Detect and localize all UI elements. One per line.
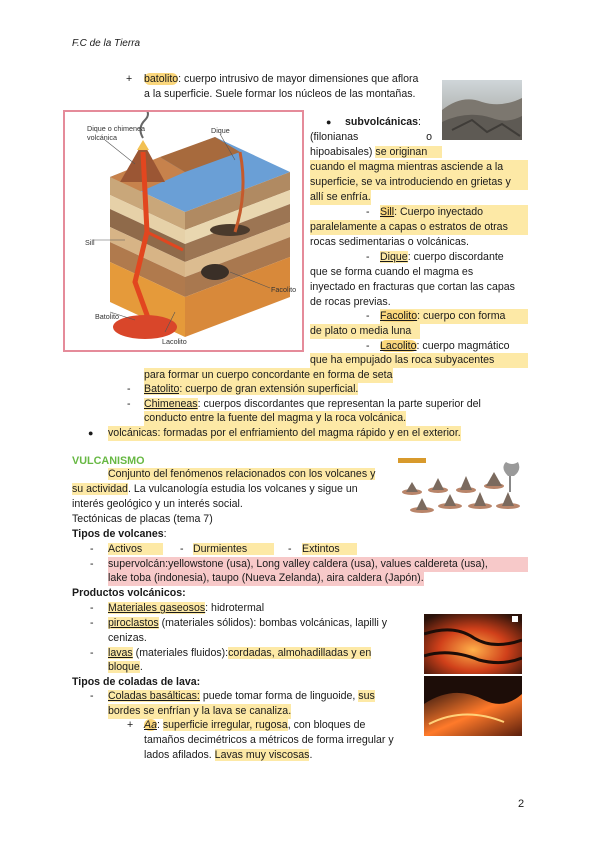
- intrusive-rocks-diagram: [63, 110, 304, 352]
- dash-bullet: -: [366, 340, 370, 352]
- batolito-line-1: batolito: cuerpo intrusivo de mayor dimensiones que aflora: [144, 73, 419, 85]
- sill-line-2: paralelamente a capas o estratos de otras: [310, 220, 528, 235]
- vulc-p1-line-1: Conjunto del fenómenos relacionados con los volcanes y: [108, 468, 376, 480]
- dash-bullet: -: [288, 543, 292, 555]
- piroclastos-line-2: cenizas.: [108, 632, 147, 644]
- dash-bullet: -: [90, 647, 94, 659]
- batolito-photo: [442, 80, 522, 140]
- sub-line-5: allí se enfría.: [310, 191, 371, 203]
- dash-bullet: -: [90, 558, 94, 570]
- sub-line-1: (filonianas o: [310, 131, 432, 143]
- batolito2-line: Batolito: cuerpo de gran extensión superficial.: [144, 383, 359, 395]
- vulcanismo-title: VULCANISMO: [72, 455, 145, 467]
- sill-line-3: rocas sedimentarias o volcánicas.: [310, 236, 469, 248]
- basalticas-line-1: Coladas basálticas: puede tomar forma de linguoide, sus: [108, 690, 375, 702]
- lava-photo: [424, 614, 522, 736]
- subvolcanicas-title: subvolcánicas:: [345, 116, 421, 128]
- label-dique-chimenea: Dique o chimenea: [87, 124, 145, 133]
- basalticas-line-2: bordes se enfrían y la lava se canaliza.: [108, 705, 292, 717]
- dash-bullet: -: [180, 543, 184, 555]
- tipo-durmientes: Durmientes: [193, 542, 274, 557]
- piroclastos-line-1: piroclastos (materiales sólidos): bombas volcánicas, lapilli y: [108, 617, 388, 629]
- dique-line-3: inyectado en fracturas que cortan las capas: [310, 281, 515, 293]
- label-dique-chimenea-2: volcánica: [87, 133, 117, 142]
- dash-bullet: -: [90, 543, 94, 555]
- supervolcan-line-2: lake toba (indonesia), taupo (Nueva Zelanda), aira caldera (Japón).: [108, 572, 424, 584]
- dot-bullet: ●: [326, 117, 332, 127]
- vulc-p1-line-2: su actividad. La vulcanología estudia los volcanes y sigue un: [72, 483, 358, 495]
- dash-bullet: -: [127, 398, 131, 410]
- lavas-line-1: lavas (materiales fluidos):cordadas, almohadilladas y en: [108, 647, 372, 659]
- vulc-p1-line-3: interés geológico y un interés social.: [72, 498, 243, 510]
- dot-bullet: ●: [88, 428, 94, 438]
- aa-line-2: tamaños decimétricos a métricos de forma irregular y: [144, 734, 394, 746]
- sill-line-1: Sill: Cuerpo inyectado: [380, 205, 528, 220]
- dique-line-1: Dique: cuerpo discordante: [380, 251, 504, 263]
- lacolito-line-3: para formar un cuerpo concordante en forma de seta: [144, 369, 393, 381]
- facolito-line-2: de plato o media luna: [310, 324, 420, 339]
- label-batolito: Batolito: [95, 312, 119, 321]
- tectonicas-line: Tectónicas de placas (tema 7): [72, 513, 213, 525]
- sub-line-2: hipoabisales) se originan: [310, 145, 442, 160]
- dash-bullet: -: [90, 602, 94, 614]
- aa-line-3: lados afilados. Lavas muy viscosas.: [144, 749, 313, 761]
- label-sill: Sill: [85, 238, 95, 247]
- plus-bullet: +: [127, 719, 134, 731]
- gases-line: Materiales gaseosos: hidrotermal: [108, 602, 265, 614]
- page-number: 2: [518, 798, 525, 810]
- dash-bullet: -: [90, 690, 94, 702]
- volcanicas-line: volcánicas: formadas por el enfriamiento del magma rápido y en el exterior.: [108, 427, 461, 439]
- productos-title: Productos volcánicos:: [72, 587, 186, 599]
- sub-line-3: cuando el magma mientras asciende a la: [310, 160, 528, 175]
- lavas-line-2: bloque.: [108, 661, 143, 673]
- volcano-types-figure: [398, 456, 528, 516]
- plus-bullet: +: [126, 73, 133, 85]
- dique-line-4: de rocas previas.: [310, 296, 391, 308]
- tipos-volcanes-line: Activos: [108, 542, 163, 557]
- facolito-line-1: Facolito: cuerpo con forma: [380, 309, 528, 324]
- dique-line-2: que se forma cuando el magma es: [310, 266, 474, 278]
- dash-bullet: -: [366, 206, 370, 218]
- header-title: F.C de la Tierra: [72, 38, 141, 49]
- sub-line-4: superficie, se va introduciendo en grietas y: [310, 175, 528, 190]
- dash-bullet: -: [127, 383, 131, 395]
- dash-bullet: -: [90, 617, 94, 629]
- aa-line-1: Aa: superficie irregular, rugosa, con bloques de: [144, 719, 366, 731]
- dash-bullet: -: [366, 310, 370, 322]
- dash-bullet: -: [366, 251, 370, 263]
- label-dique: Dique: [211, 126, 230, 135]
- chimeneas-line-2: conducto entre la fuente del magma y la roca volcánica.: [144, 412, 407, 424]
- label-lacolito: Lacolito: [162, 337, 187, 346]
- label-facolito: Facolito: [271, 285, 297, 294]
- batolito-line-2: a la superficie. Suele formar los núcleos de las montañas.: [144, 88, 416, 100]
- tipos-volcanes-title: Tipos de volcanes:: [72, 528, 167, 540]
- lacolito-line-2: que ha empujado las roca subyacentes: [310, 353, 528, 368]
- supervolcan-line-1: supervolcán:yellowstone (usa), Long valley caldera (usa), values caldereta (usa),: [108, 557, 528, 572]
- coladas-title: Tipos de coladas de lava:: [72, 676, 201, 688]
- chimeneas-line-1: Chimeneas: cuerpos discordantes que representan la parte superior del: [144, 398, 481, 410]
- lacolito-line-1: Lacolito: cuerpo magmático: [380, 340, 510, 352]
- tipo-extintos: Extintos: [302, 542, 357, 557]
